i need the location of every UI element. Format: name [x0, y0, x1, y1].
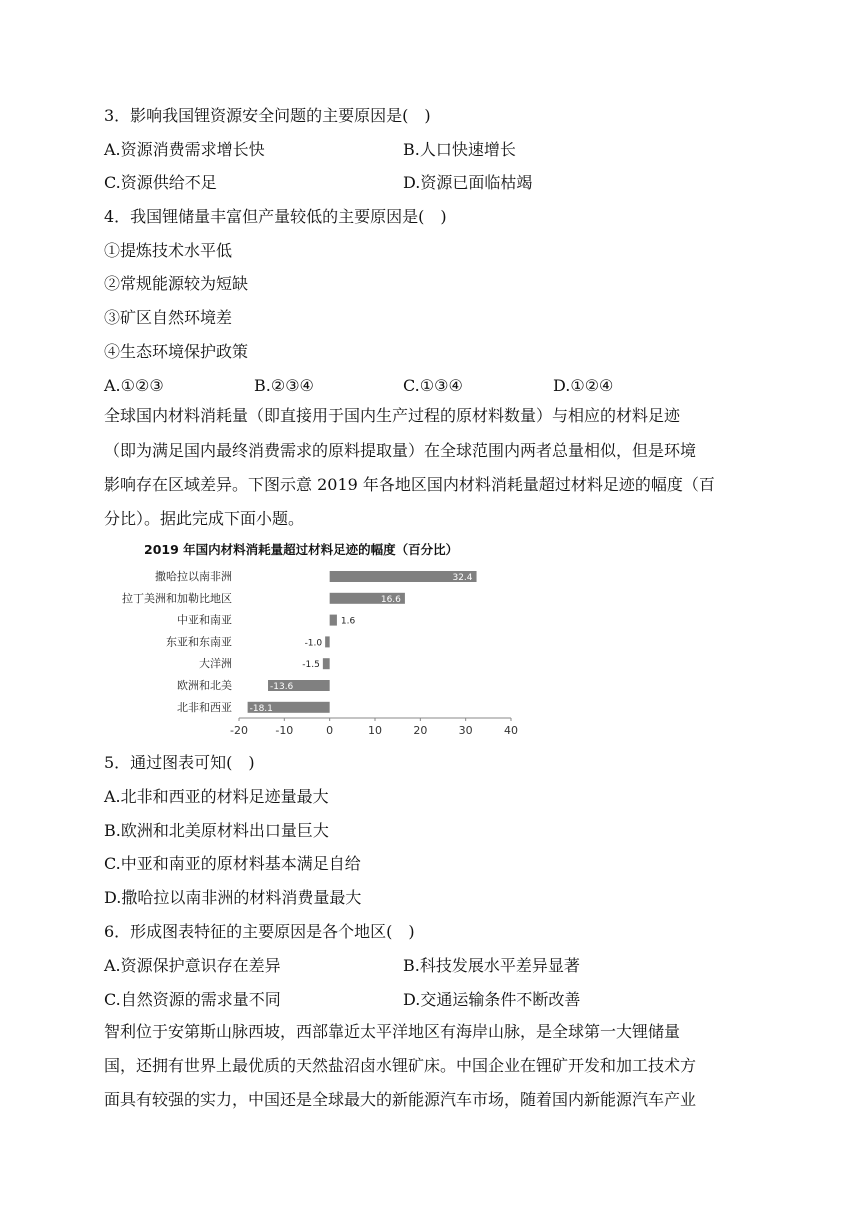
bar-4 [323, 658, 330, 669]
q5-option-d: D.撒哈拉以南非洲的材料消费量最大 [104, 888, 362, 907]
x-tick-label-4: 20 [413, 724, 428, 737]
x-tick-label-1: -10 [275, 724, 294, 737]
q3-option-b: B.人口快速增长 [403, 140, 516, 159]
category-label-6: 北非和西亚 [177, 700, 232, 714]
q5-stem: 5．通过图表可知( ) [104, 753, 255, 772]
passage1-line-4: 分比）。据此完成下面小题。 [104, 509, 305, 528]
chart-title: 2019 年国内材料消耗量超过材料足迹的幅度（百分比） [144, 542, 459, 557]
passage2-line-2: 国，还拥有世界上最优质的天然盐沼卤水锂矿床。中国企业在锂矿开发和加工技术方 [104, 1056, 697, 1075]
bar-2 [330, 615, 337, 626]
value-label-1: 16.6 [380, 594, 401, 605]
q3-option-d: D.资源已面临枯竭 [403, 173, 533, 192]
q6-stem: 6．形成图表特征的主要原因是各个地区( ) [104, 922, 415, 941]
value-label-6: -18.1 [249, 703, 273, 714]
value-label-3: -1.0 [304, 638, 323, 649]
q6-option-a: A.资源保护意识存在差异 [104, 956, 281, 975]
bar-chart [100, 560, 530, 740]
x-tick-label-2: 0 [326, 724, 334, 737]
passage1-line-1: 全球国内材料消耗量（即直接用于国内生产过程的原材料数量）与相应的材料足迹 [104, 406, 681, 425]
q4-stem: 4．我国锂储量丰富但产量较低的主要原因是( ) [104, 207, 447, 226]
q3-stem: 3．影响我国锂资源安全问题的主要原因是( ) [104, 106, 431, 125]
q4-option-a: A.①②③ [104, 376, 164, 395]
value-label-4: -1.5 [302, 660, 320, 671]
value-label-2: 1.6 [340, 616, 356, 627]
q3-option-a: A.资源消费需求增长快 [104, 140, 265, 159]
x-tick-label-5: 30 [458, 724, 473, 737]
q4-item-4: ④生态环境保护政策 [104, 342, 249, 361]
q4-option-d: D.①②④ [553, 376, 614, 395]
q3-option-c: C.资源供给不足 [104, 173, 217, 192]
q4-item-1: ①提炼技术水平低 [104, 241, 233, 260]
value-label-5: -13.6 [270, 682, 294, 692]
x-tick-label-3: 10 [368, 724, 382, 737]
bar-3 [325, 636, 330, 647]
q4-option-b: B.②③④ [254, 376, 314, 395]
q6-option-d: D.交通运输条件不断改善 [403, 990, 581, 1009]
category-label-4: 大洋洲 [199, 657, 232, 671]
q5-option-a: A.北非和西亚的材料足迹量最大 [104, 787, 329, 806]
value-label-0: 32.4 [452, 573, 473, 583]
q6-option-c: C.自然资源的需求量不同 [104, 990, 281, 1009]
passage1-line-3: 影响存在区域差异。下图示意 2019 年各地区国内材料消耗量超过材料足迹的幅度（百 [104, 475, 715, 494]
passage2-line-1: 智利位于安第斯山脉西坡，西部靠近太平洋地区有海岸山脉，是全球第一大锂储量 [104, 1022, 681, 1041]
category-label-1: 拉丁美洲和加勒比地区 [122, 591, 232, 605]
q4-item-2: ②常规能源较为短缺 [104, 274, 249, 293]
q4-option-c: C.①③④ [403, 376, 463, 395]
passage1-line-2: （即为满足国内最终消费需求的原料提取量）在全球范围内两者总量相似，但是环境 [104, 441, 697, 460]
q4-item-3: ③矿区自然环境差 [104, 308, 233, 327]
q5-option-c: C.中亚和南亚的原材料基本满足自给 [104, 854, 361, 873]
q5-option-b: B.欧洲和北美原材料出口量巨大 [104, 821, 329, 840]
x-tick-label-6: 40 [504, 724, 518, 737]
x-tick-label-0: -20 [230, 724, 248, 737]
category-label-2: 中亚和南亚 [177, 613, 232, 627]
category-label-0: 撒哈拉以南非洲 [155, 570, 232, 583]
category-label-3: 东亚和东南亚 [166, 635, 232, 649]
q6-option-b: B.科技发展水平差异显著 [403, 956, 580, 975]
category-label-5: 欧洲和北美 [177, 679, 232, 692]
passage2-line-3: 面具有较强的实力，中国还是全球最大的新能源汽车市场，随着国内新能源汽车产业 [104, 1090, 697, 1109]
